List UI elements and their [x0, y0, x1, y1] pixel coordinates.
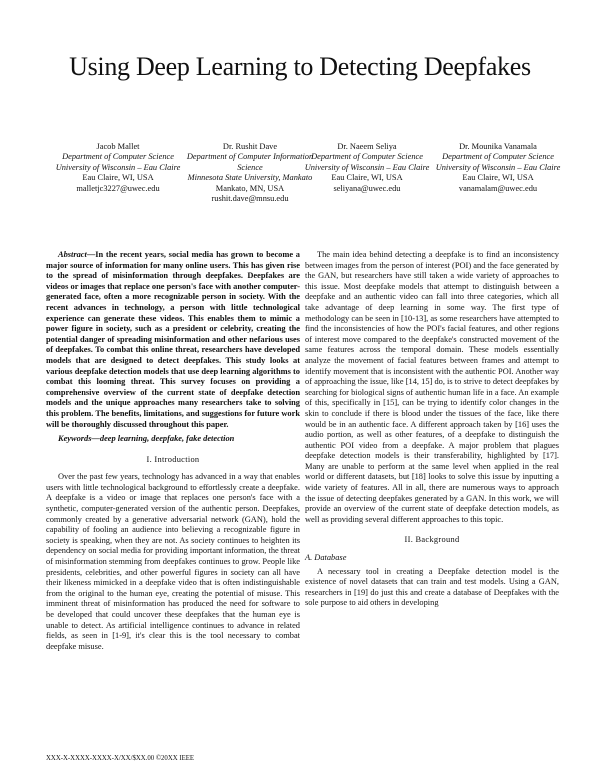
abstract — [46, 250, 300, 430]
author-department: Department of Computer Science — [311, 152, 423, 162]
section-heading-introduction: I. Introduction — [146, 454, 200, 464]
subsection-heading-database: A. Database — [305, 553, 347, 563]
right-column — [305, 250, 559, 609]
author-block-4 — [434, 142, 562, 194]
body-paragraph: The main idea behind detecting a deepfake is to find an inconsistency between images from the person of interest (POI) and the face generated by the GAN, but researchers have still taken a wide variety of approaches to this issue. Most deepfake models that attempt to distinguish between a deepfake and an authentic video can fall into three categories, which all take advantage of deep learning in some way. The first type of methodology can be seen in [10-13], as some researchers have attempted to find the inconsistencies of how the POI's facial features, and other regions of interest move compared to the deepfake's constructed movement of the same features across the temporal domain. These models essentially analyze the movement of facial features between frames and attempt to identify movement that is inconsistent with the authentic POI. Another way of approaching the issue, like [14, 15] do, is to strive to detect deepfakes by searching for biological signs of authentic human life in a face. An example of this, specifically in [15], can be trying to identify color changes in the skin to conclude if there is blood under the tissues of the face, like there would be in an authentic face. A different approach taken by [16] uses the audio portion, as well as other features, of a deepfake to distinguish the authentic POI video from a deepfake. A major problem that plagues deepfake detection models is their transferability, highlighted by [17]. Many are unable to perform at the same level when applied in the real world or different datasets, but [18] looks to solve this issue by inputting a wide variety of features. All in all, there are numerous ways to approach the issue of detecting deepfakes generated by a GAN. In this work, we will provide an overview of the current state of deepfake detection models, as well as providing several different approaches to this topic. — [305, 250, 559, 524]
author-name: Jacob Mallet — [96, 142, 140, 151]
author-affiliation: University of Wisconsin – Eau Claire — [55, 162, 181, 172]
author-email: vanamalam@uwec.edu — [458, 183, 538, 193]
author-affiliation: University of Wisconsin – Eau Claire — [304, 162, 430, 172]
left-column — [46, 250, 300, 652]
abstract-label: Abstract — [58, 250, 87, 259]
author-location: Eau Claire, WI, USA — [462, 173, 534, 183]
author-location: Eau Claire, WI, USA — [82, 173, 154, 183]
intro-paragraph: Over the past few years, technology has advanced in a way that enables users with little technological background to effortlessly create a deepfake. A deepfake is a video or image that replaces one person's face with a synthetic, computer-generated version of the authentic person. Deepfakes, commonly created by a generative adversarial network (GAN), hold the capability of fooling an audience into believing a recognizable figure in society is speaking, when they are not. As society continues to heighten its dependency on social media for providing important information, the threat of misinformation stemming from deepfakes continues to grow. People like presidents, celebrities, and other powerful figures in society can all have their likeness mimicked in a deepfake video that is often indistinguishable from the original to the human eye, creating the potential of misuse. This imminent threat of misinformation has produced the need for software to be developed that could uncover these deepfakes that the human eye is unable to detect. As artificial intelligence continues to advance in related fields, as seen in [1-9], it's clear this is the tool necessary to combat deepfake misuse. — [46, 472, 300, 651]
author-name: Dr. Naeem Seliya — [337, 142, 397, 151]
author-email: seliyana@uwec.edu — [333, 183, 401, 193]
author-block-1 — [54, 142, 182, 194]
section-heading-background: II. Background — [404, 535, 460, 545]
author-location: Mankato, MN, USA — [215, 183, 285, 193]
author-department: Department of Computer Information Science — [186, 152, 314, 172]
author-location: Eau Claire, WI, USA — [331, 173, 403, 183]
author-department: Department of Computer Science — [62, 152, 174, 162]
author-affiliation: University of Wisconsin – Eau Claire — [435, 162, 561, 172]
author-name: Dr. Rushit Dave — [222, 142, 278, 151]
keywords: Keywords—deep learning, deepfake, fake detection — [58, 434, 235, 444]
author-email: malletjc3227@uwec.edu — [76, 183, 160, 193]
copyright-footer: XXX-X-XXXX-XXXX-X/XX/$XX.00 ©20XX IEEE — [46, 755, 195, 762]
author-block-3 — [303, 142, 431, 194]
database-paragraph: A necessary tool in creating a Deepfake detection model is the existence of novel datasets that can train and test models. Using a GAN, researchers in [19] do just this and create a database of Deepfakes with the sole purpose to aid others in developing — [305, 566, 559, 608]
paper-title: Using Deep Learning to Detecting Deepfakes — [69, 52, 531, 81]
author-affiliation: Minnesota State University, Mankato — [187, 173, 313, 183]
author-department: Department of Computer Science — [442, 152, 554, 162]
abstract-text: —In the recent years, social media has grown to become a major source of information for many online users. This has given rise to the spread of misinformation through deepfakes. Deepfakes are videos or images that replace one person's face with another computer-generated face, often a more recognizable person in society. With the recent advances in technology, a person with little technological experience can generate these videos. This enables them to mimic a power figure in society, such as a president or celebrity, creating the potential danger of spreading misinformation and other nefarious uses of deepfakes. To combat this online threat, researchers have developed models that are designed to detect deepfakes. This study looks at various deepfake detection models that use deep learning algorithms to combat this looming threat. This survey focuses on providing a comprehensive overview of the current state of deepfake detection models and the unique approaches many researchers take to solving this problem. The benefits, limitations, and suggestions for future work will be thoroughly discussed throughout this paper. — [46, 250, 300, 429]
author-block-2 — [186, 142, 314, 204]
author-email: rushit.dave@mnsu.edu — [211, 194, 289, 204]
author-name: Dr. Mounika Vanamala — [459, 142, 537, 151]
